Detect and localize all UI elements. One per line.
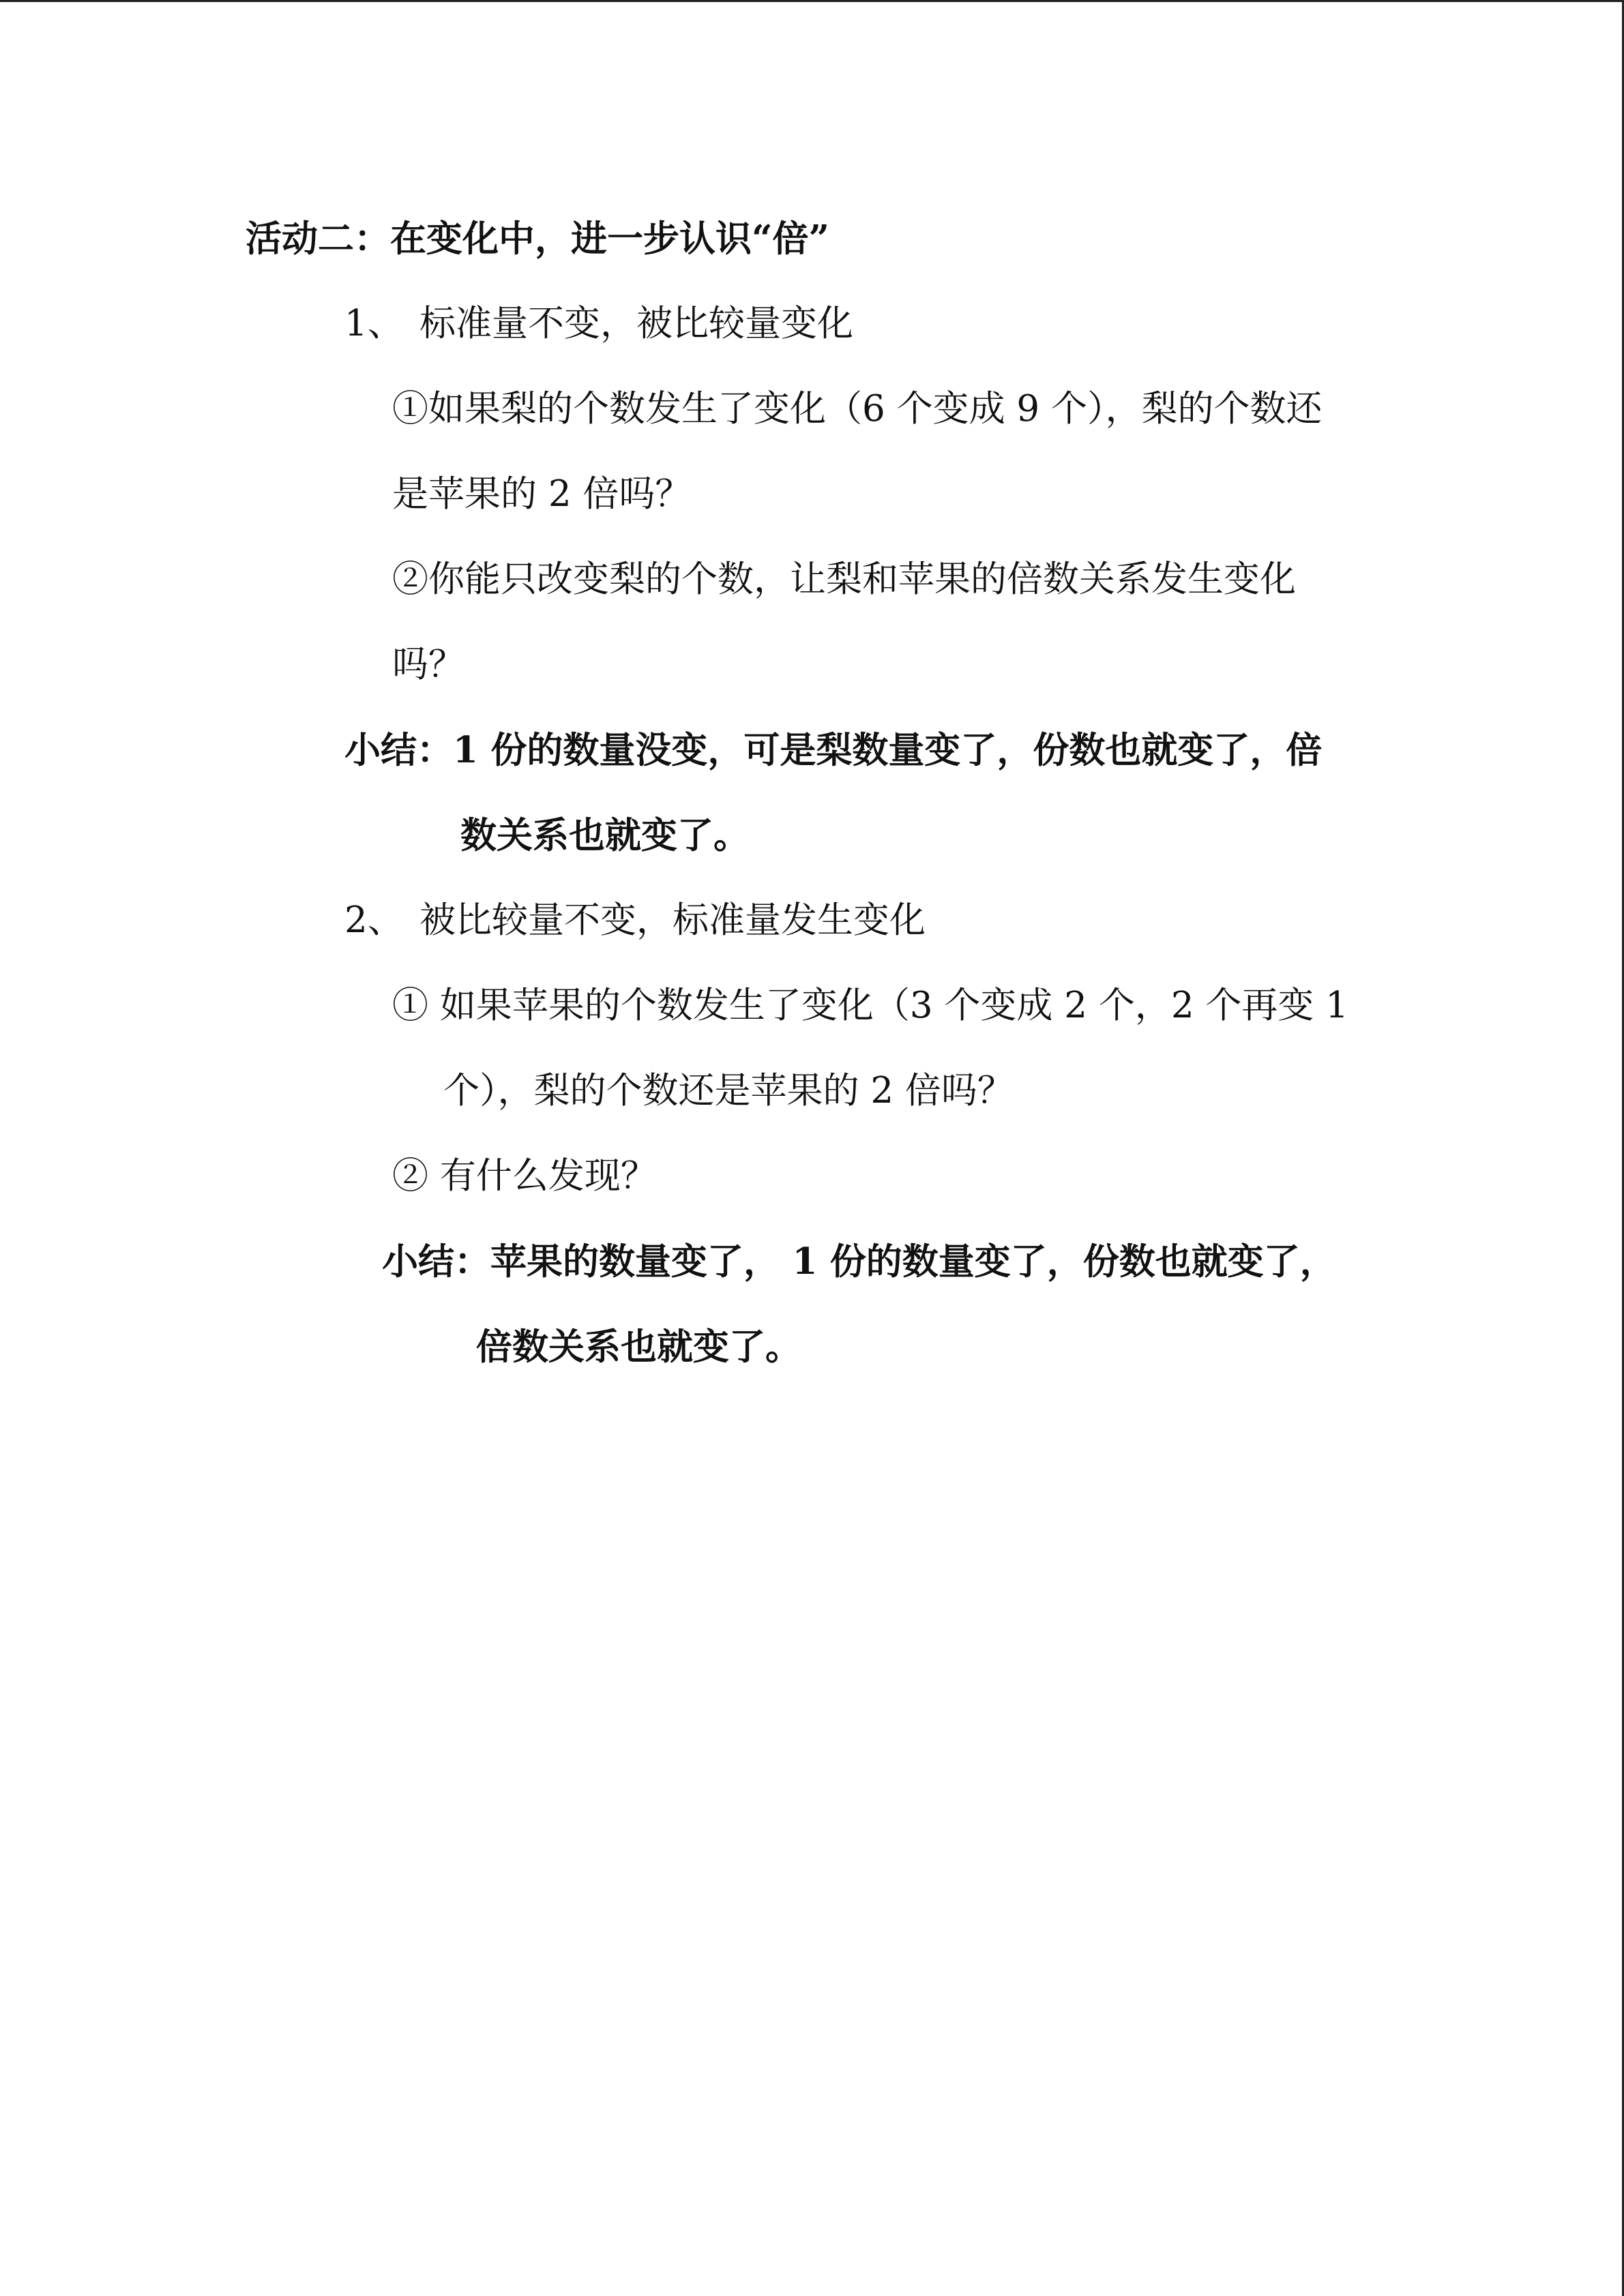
page-border-top <box>0 0 1624 2</box>
section1-question1-line1: ①如果梨的个数发生了变化（6 个变成 9 个），梨的个数还 <box>392 388 1323 430</box>
section1-title <box>344 300 853 348</box>
section1-title-text: 标准量不变，被比较量变化 <box>419 303 853 344</box>
section1-question2-line2: 吗？ <box>392 644 464 685</box>
section2-number: 2、 <box>344 899 404 941</box>
section1-number: 1、 <box>344 303 404 344</box>
section2-title-text: 被比较量不变，标准量发生变化 <box>419 899 926 941</box>
section1-summary-line2: 数关系也就变了。 <box>460 814 750 856</box>
activity-heading: 活动二：在变化中，进一步认识“倍” <box>246 218 829 260</box>
section1-summary-line1: 小结：1 份的数量没变，可是梨数量变了，份数也就变了，倍 <box>344 729 1323 771</box>
section1-question2-line1: ②你能只改变梨的个数，让梨和苹果的倍数关系发生变化 <box>392 558 1296 600</box>
section2-question1-line2: 个），梨的个数还是苹果的 2 倍吗？ <box>443 1070 1014 1112</box>
section2-summary-line1: 小结：苹果的数量变了， 1 份的数量变了，份数也就变了， <box>382 1240 1336 1283</box>
section2-title <box>344 897 926 944</box>
section2-summary-line2: 倍数关系也就变了。 <box>476 1326 801 1368</box>
section2-question2-line1: ② 有什么发现？ <box>392 1155 657 1197</box>
section2-question1-line1: ① 如果苹果的个数发生了变化（3 个变成 2 个，2 个再变 1 <box>392 985 1348 1026</box>
section1-question1-line2: 是苹果的 2 倍吗？ <box>392 473 692 515</box>
